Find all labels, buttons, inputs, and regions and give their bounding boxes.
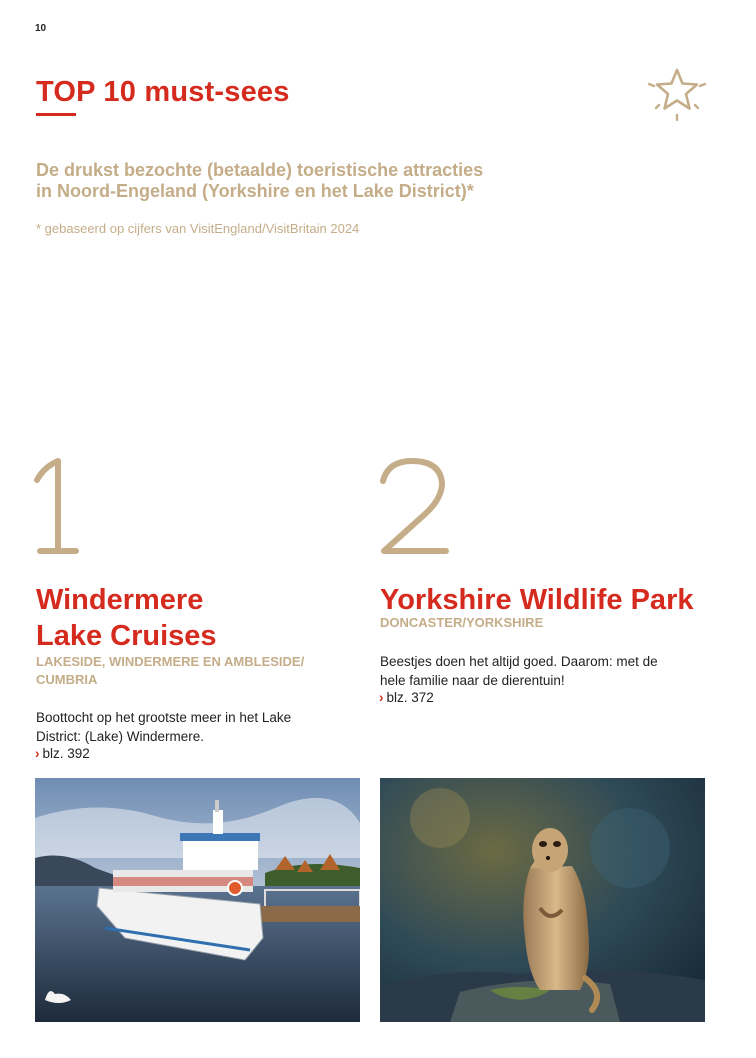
attraction-description-1-line-2: District: (Lake) Windermere. [36,729,205,744]
meerkat-photo [380,778,705,1022]
subtitle-line-2: in Noord-Engeland (Yorkshire en het Lake District)* [36,181,474,201]
attraction-description-2-line-1: Beestjes doen het altijd goed. Daarom: met de [380,654,658,669]
attraction-location-1-line-1: LAKESIDE, WINDERMERE EN AMBLESIDE/ [36,654,305,669]
page-reference-link-2[interactable] [379,690,434,705]
rank-number-2 [378,455,452,555]
attraction-description-2-line-2: hele familie naar de dierentuin! [380,673,565,688]
page-reference-2-label: blz. 372 [386,690,434,705]
attraction-description-2 [380,652,658,690]
page-number: 10 [35,23,47,34]
chevron-right-icon: › [379,690,384,705]
rank-number-1 [34,455,94,555]
subtitle [36,160,596,202]
page-reference-link-1[interactable] [35,746,90,761]
attraction-location-1 [36,653,304,689]
attraction-name-1-line-2: Lake Cruises [36,620,217,652]
chevron-right-icon: › [35,746,40,761]
attraction-description-1 [36,708,291,746]
attraction-name-2: Yorkshire Wildlife Park [380,584,694,616]
page-reference-1-label: blz. 392 [42,746,90,761]
page-title: TOP 10 must-sees [36,76,290,108]
attraction-location-1-line-2: CUMBRIA [36,672,98,687]
attraction-name-1 [36,582,217,654]
star-icon [646,62,708,124]
attraction-description-1-line-1: Boottocht op het grootste meer in het Lake [36,710,292,725]
boat-on-lake-photo [35,778,360,1022]
subtitle-line-1: De drukst bezochte (betaalde) toeristische attracties [36,160,484,180]
attraction-name-1-line-1: Windermere [36,584,204,616]
title-underline [36,113,76,116]
attraction-location-2: DONCASTER/YORKSHIRE [380,615,544,630]
footnote: * gebaseerd op cijfers van VisitEngland/VisitBritain 2024 [36,221,360,236]
